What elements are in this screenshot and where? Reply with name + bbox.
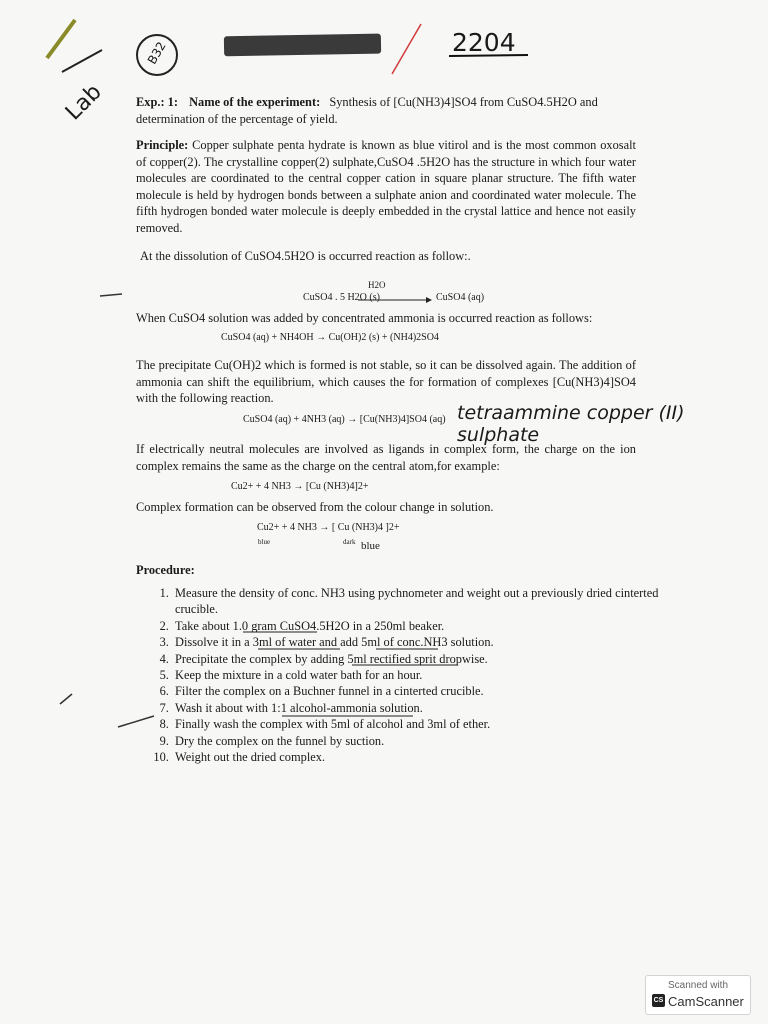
colour-label-right: blue bbox=[361, 540, 380, 552]
camscanner-watermark bbox=[645, 975, 751, 1015]
principle-label: Principle: bbox=[136, 138, 189, 152]
ligands-equation: Cu2+ + 4 NH3 → [Cu (NH3)4]2+ bbox=[231, 481, 369, 492]
title-line2: determination of the percentage of yield. bbox=[136, 111, 338, 126]
name-label: Name of the experiment bbox=[189, 95, 317, 109]
procedure-step: 5. Keep the mixture in a cold water bath for an hour. bbox=[172, 667, 662, 683]
lab-mark: Lab bbox=[60, 79, 107, 126]
circled-mark: B32 bbox=[144, 39, 169, 67]
camscanner-logo-icon: CS bbox=[652, 994, 665, 1007]
procedure-step: 4. Precipitate the complex by adding 5ml rectified sprit dropwise. bbox=[172, 651, 662, 667]
dissolution-left: CuSO4 . 5 H2O (s) bbox=[303, 292, 380, 303]
precipitate-equation: CuSO4 (aq) + 4NH3 (aq) → [Cu(NH3)4]SO4 (aq) bbox=[243, 414, 446, 425]
procedure-list bbox=[152, 585, 662, 765]
handwritten-note: tetraammine copper (II) sulphate bbox=[457, 402, 685, 446]
colour-equation: Cu2+ + 4 NH3 → [ Cu (NH3)4 ]2+ bbox=[257, 522, 400, 533]
procedure-step: 6. Filter the complex on a Buchner funnel in a cinterted crucible. bbox=[172, 683, 662, 699]
colour-label-left: blue bbox=[258, 538, 271, 546]
procedure-step: 9. Dry the complex on the funnel by suction. bbox=[172, 733, 662, 749]
principle-text: Copper sulphate penta hydrate is known as blue vitirol and is the most common oxosalt of copper(2). The crystalline copper(2) sulphate,CuSO4 .5H2O has the structure in which four water molecules are coordinated to the central copper cation in square planar structure. The fifth water molecule is held by hydrogen bonds between a sulphate anion and coordinated water molecule. The fifth hydrogen bonded water molecule is deeply embedded in the crystal lattice and hence not easily removed. bbox=[136, 138, 636, 235]
precipitate-paragraph: The precipitate Cu(OH)2 which is formed is not stable, so it can be dissolved again. The addition of ammonia can shift the equilibrium, which causes the for formation of complexes [Cu(NH3)4]SO4 with the following reaction. bbox=[136, 358, 636, 406]
colour-text: Complex formation can be observed from the colour change in solution. bbox=[136, 500, 494, 514]
procedure-step: 8. Finally wash the complex with 5ml of alcohol and 3ml of ether. bbox=[172, 716, 662, 732]
experiment-title: Exp.: 1: Name of the experiment: Synthesis of [Cu(NH3)4]SO4 from CuSO4.5H2O and determination of the percentage of yield. bbox=[136, 95, 598, 126]
ligands-paragraph: If electrically neutral molecules are involved as ligands in complex form, the charge on the ion complex remains the same as the charge on the central atom,for example: bbox=[136, 442, 636, 473]
procedure-step: 1. Measure the density of conc. NH3 using pychnometer and weight out a previously dried cinterted crucible. bbox=[172, 585, 662, 618]
exp-label: Exp.: 1: bbox=[136, 95, 178, 109]
reaction-arrow bbox=[358, 296, 432, 304]
watermark-line2: CamScanner bbox=[668, 994, 744, 1009]
procedure-label-text: Procedure: bbox=[136, 563, 195, 577]
procedure-step: 7. Wash it about with 1:1 alcohol-ammonia solution. bbox=[172, 700, 662, 716]
principle-paragraph bbox=[136, 137, 636, 237]
title-line1: Synthesis of [Cu(NH3)4]SO4 from CuSO4.5H2O and bbox=[329, 95, 598, 109]
procedure-step: 2. Take about 1.0 gram CuSO4.5H2O in a 250ml beaker. bbox=[172, 618, 662, 634]
procedure-step: 10. Weight out the dried complex. bbox=[172, 749, 662, 765]
procedure-step: 3. Dissolve it in a 3ml of water and add 5ml of conc.NH3 solution. bbox=[172, 634, 662, 650]
dissolution-text: At the dissolution of CuSO4.5H2O is occurred reaction as follow:. bbox=[140, 249, 471, 263]
watermark-line1: Scanned with bbox=[667, 980, 729, 991]
dissolution-over: H2O bbox=[368, 280, 386, 290]
procedure-label bbox=[136, 562, 195, 579]
colour-label-dark: dark bbox=[343, 538, 356, 546]
ammonia-text: When CuSO4 solution was added by concentrated ammonia is occurred reaction as follows: bbox=[136, 311, 593, 325]
ammonia-equation: CuSO4 (aq) + NH4OH → Cu(OH)2 (s) + (NH4)2SO4 bbox=[221, 332, 439, 343]
dissolution-right: CuSO4 (aq) bbox=[436, 292, 485, 303]
page-number: 2204 bbox=[452, 28, 516, 57]
